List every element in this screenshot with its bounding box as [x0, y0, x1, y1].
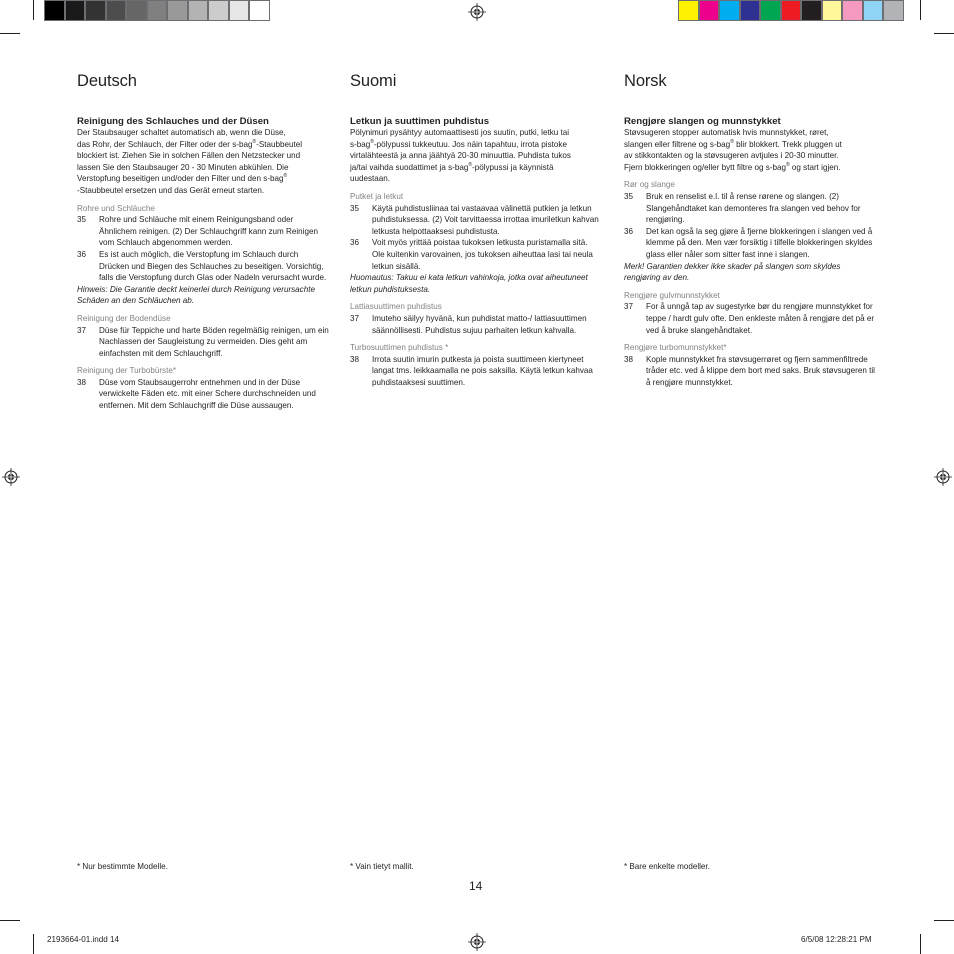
- numbered-step: [624, 191, 876, 226]
- intro-line: [350, 162, 602, 174]
- slug-file-name: 2193664-01.indd 14: [47, 935, 120, 944]
- cmyk-color-bar: [678, 0, 904, 21]
- subsection-heading: Putket ja letkut: [350, 191, 404, 201]
- step-text: Irrota suutin imurin putkesta ja poista suuttimeen kiertyneet langat tms. leikkaamalla ne pois saksilla. Käytä letkun kahvaa puhdistaaksesi suuttimen.: [372, 354, 593, 387]
- registered-mark: ®: [252, 138, 257, 145]
- registration-mark-bottom: [468, 933, 486, 951]
- numbered-step: [624, 226, 876, 261]
- step-text: Düse vom Staubsaugerrohr entnehmen und in der Düse verwickelte Fäden etc. mit einer Schere durchschneiden und entfernen. Mit dem Schlauchgriff die Düse aussaugen.: [99, 377, 316, 411]
- intro-text: -Staubbeutel ersetzen und das Gerät erneut starten.: [77, 185, 265, 195]
- warranty-note: Hinweis: Die Garantie deckt keinerlei durch Reinigung verursachte Schäden an den Schläuchen ab.: [77, 284, 315, 306]
- intro-line: [77, 173, 329, 185]
- intro-text: uudestaan.: [350, 174, 391, 184]
- color-swatch: [842, 0, 863, 21]
- gray-swatch: [167, 0, 188, 21]
- subsection-heading: Rohre und Schläuche: [77, 203, 155, 213]
- gray-swatch: [208, 0, 229, 21]
- step-number: 36: [350, 238, 360, 248]
- step-number: 37: [350, 313, 360, 323]
- footnote-suomi: * Vain tietyt mallit.: [350, 862, 414, 871]
- section-title: Letkun ja suuttimen puhdistus: [350, 116, 490, 127]
- intro-text: ja/tai vaihda suodattimet ja s-bag: [350, 162, 469, 172]
- language-heading: Suomi: [350, 72, 397, 90]
- color-swatch: [822, 0, 843, 21]
- color-swatch: [883, 0, 904, 21]
- numbered-step: [350, 237, 602, 272]
- intro-text-after: blir blokkert. Trekk pluggen ut: [733, 139, 842, 149]
- section-title: Rengjøre slangen og munnstykket: [624, 116, 781, 127]
- color-swatch: [678, 0, 699, 21]
- registered-mark: ®: [468, 161, 473, 168]
- color-swatch: [781, 0, 802, 21]
- intro-line: [624, 127, 876, 139]
- numbered-step: [350, 313, 602, 336]
- subsection-heading: Reinigung der Turbobürste*: [77, 366, 176, 376]
- slug-date: 6/5/08 12:28:21 PM: [801, 935, 872, 944]
- column-deutsch: [77, 72, 329, 412]
- step-text: Voit myös yrittää poistaa tukoksen letkusta puristamalla sitä. Ole kuitenkin varovainen, jos tukoksen aiheuttaa lasi tai neula letkun sisällä.: [372, 238, 593, 271]
- step-text: Rohre und Schläuche mit einem Reinigungsband oder Ähnlichem reinigen. (2) Der Schlauchgriff kann zum Reinigen vom Schlauch abgenommen werden.: [99, 215, 318, 248]
- intro-line: [350, 173, 602, 185]
- column-suomi: [350, 72, 602, 388]
- intro-text: av stikkontakten og la støvsugeren avtjules i 20-30 minutter.: [624, 151, 839, 161]
- step-number: 37: [77, 325, 87, 335]
- intro-line: [350, 127, 602, 139]
- intro-line: [77, 139, 329, 151]
- gray-swatch: [249, 0, 270, 21]
- gray-swatch: [44, 0, 65, 21]
- numbered-step: [624, 354, 876, 389]
- step-number: 37: [624, 302, 634, 312]
- step-number: 35: [350, 203, 360, 213]
- column-norsk: [624, 72, 876, 388]
- step-number: 35: [77, 215, 87, 225]
- registered-mark: ®: [283, 173, 288, 180]
- crop-mark-bottom-left-h: [0, 920, 20, 921]
- gray-swatch: [85, 0, 106, 21]
- color-swatch: [719, 0, 740, 21]
- intro-text: Pölynimuri pysähtyy automaattisesti jos suutin, putki, letku tai: [350, 128, 570, 137]
- crop-mark-bottom-right-h: [934, 920, 954, 921]
- numbered-step: [77, 377, 329, 412]
- language-heading: Norsk: [624, 72, 667, 90]
- subsection-heading: Lattiasuuttimen puhdistus: [350, 302, 442, 312]
- intro-line: [624, 150, 876, 162]
- step-text: Kople munnstykket fra støvsugerrøret og fjern sammenfiltrede tråder etc. ved å klippe dem bort med saks. Bruk støvsugeren til å rengjøre munnstykket.: [646, 354, 875, 387]
- registration-mark-right: [934, 468, 952, 486]
- color-swatch: [740, 0, 761, 21]
- intro-line: [77, 150, 329, 162]
- gray-swatch: [229, 0, 250, 21]
- gray-swatch: [65, 0, 86, 21]
- step-number: 38: [624, 354, 634, 364]
- page-number: 14: [469, 879, 483, 893]
- gray-swatch: [106, 0, 127, 21]
- step-text: For å unngå tap av sugestyrke bør du rengjøre munnstykket for teppe / hardt gulv ofte. Den enkleste måten å rengjøre det på er ved å bruke slangehåndtaket.: [646, 302, 875, 335]
- subsection-heading: Rengjøre turbomunnstykket*: [624, 343, 727, 353]
- subsection-heading: Reinigung der Bodendüse: [77, 313, 171, 323]
- section-title: Reinigung des Schlauches und der Düsen: [77, 116, 269, 127]
- gray-swatch: [188, 0, 209, 21]
- intro-text: virtalähteestä ja anna jäähtyä 20-30 minuuttia. Puhdista tukos: [350, 151, 571, 161]
- step-text: Es ist auch möglich, die Verstopfung im Schlauch durch Drücken und Biegen des Schlauches zu beseitigen. Vorsichtig, falls die Verstopfung durch Glas oder Nadeln verursacht wurde.: [99, 249, 327, 283]
- intro-text-after: og start igjen.: [789, 162, 841, 172]
- step-text: Bruk en renselist e.l. til å rense rørene og slangen. (2) Slangehåndtaket kan demonteres fra slangen ved behov for rengjøring.: [646, 191, 861, 225]
- intro-text: lassen Sie den Staubsauger 20 - 30 Minuten abkühlen. Die: [77, 162, 289, 172]
- intro-text: Støvsugeren stopper automatisk hvis munnstykket, røret,: [624, 128, 829, 137]
- intro-text-after: -pölypussi tukkeutuu. Jos näin tapahtuu, irrota pistoke: [373, 139, 567, 149]
- registration-mark-left: [2, 468, 20, 486]
- step-number: 35: [624, 191, 634, 201]
- step-text: Käytä puhdistusliinaa tai vastaavaa välinettä putkien ja letkun puhdistuksessa. (2) Voit tarvittaessa irrottaa imuriletkun kahvan letkusta helpottaaksesi puhdistusta.: [372, 203, 599, 236]
- color-swatch: [863, 0, 884, 21]
- intro-text: s-bag: [350, 139, 371, 149]
- step-number: 38: [350, 354, 360, 364]
- crop-mark-bottom-right-v: [920, 934, 921, 954]
- subsection-heading: Turbosuuttimen puhdistus *: [350, 343, 449, 353]
- color-swatch: [699, 0, 720, 21]
- step-number: 36: [624, 226, 634, 236]
- registered-mark: ®: [785, 161, 790, 168]
- crop-mark-top-right-h: [934, 33, 954, 34]
- numbered-step: [350, 354, 602, 389]
- language-heading: Deutsch: [77, 72, 137, 90]
- gray-swatch: [126, 0, 147, 21]
- intro-line: [350, 150, 602, 162]
- step-number: 38: [77, 377, 87, 387]
- intro-text: Der Staubsauger schaltet automatisch ab, wenn die Düse,: [77, 128, 286, 137]
- warranty-note: Merk! Garantien dekker ikke skader på slangen som skyldes rengjøring av den.: [624, 261, 841, 283]
- crop-mark-top-left-h: [0, 33, 20, 34]
- crop-mark-bottom-left-v: [33, 934, 34, 954]
- color-swatch: [801, 0, 822, 21]
- intro-line: [624, 162, 876, 174]
- footnote-deutsch: * Nur bestimmte Modelle.: [77, 862, 168, 871]
- registration-mark-top: [468, 3, 486, 21]
- intro-text: Fjern blokkeringen og/eller bytt filtre og s-bag: [624, 162, 786, 172]
- subsection-heading: Rør og slange: [624, 180, 675, 190]
- numbered-step: [350, 203, 602, 238]
- intro-line: [77, 162, 329, 174]
- intro-text: das Rohr, der Schlauch, der Filter oder der s-bag: [77, 139, 253, 149]
- intro-text-after: -pölypussi ja käynnistä: [472, 162, 554, 172]
- numbered-step: [624, 301, 876, 336]
- subsection-heading: Rengjøre gulvmunnstykket: [624, 290, 720, 300]
- registered-mark: ®: [730, 138, 734, 145]
- step-number: 36: [77, 249, 87, 259]
- intro-line: [350, 139, 602, 151]
- registered-mark: ®: [370, 138, 374, 145]
- intro-text: slangen eller filtrene og s-bag: [624, 139, 731, 149]
- step-text: Det kan også la seg gjøre å fjerne blokkeringen i slangen ved å klemme på den. Men vær forsiktig i tilfelle blokkeringen skyldes glass eller nåler som sitter fast inne i slangen.: [646, 226, 873, 259]
- numbered-step: [77, 325, 329, 360]
- step-text: Imuteho säilyy hyvänä, kun puhdistat matto-/ lattiasuuttimen säännöllisesti. Puhdistus sujuu parhaiten letkun kahvalla.: [372, 313, 587, 335]
- numbered-step: [77, 249, 329, 284]
- footnote-norsk: * Bare enkelte modeller.: [624, 862, 710, 871]
- intro-text: Verstopfung beseitigen und/oder den Filter und den s-bag: [77, 174, 284, 184]
- gray-swatch: [147, 0, 168, 21]
- numbered-step: [77, 214, 329, 249]
- intro-line: [77, 185, 329, 197]
- warranty-note: Huomautus: Takuu ei kata letkun vahinkoja, jotka ovat aiheutuneet letkun puhdistuksesta.: [350, 273, 588, 294]
- intro-text-after: -Staubbeutel: [256, 139, 303, 149]
- crop-mark-top-left-v: [33, 0, 34, 20]
- crop-mark-top-right-v: [920, 0, 921, 20]
- intro-line: [624, 139, 876, 151]
- color-swatch: [760, 0, 781, 21]
- grayscale-color-bar: [44, 0, 270, 21]
- intro-text: blockiert ist. Ziehen Sie in solchen Fällen den Netzstecker und: [77, 151, 301, 161]
- intro-line: [77, 127, 329, 139]
- step-text: Düse für Teppiche und harte Böden regelmäßig reinigen, um ein Nachlassen der Saugleistung zu vermeiden. Dies geht am einfachsten mit dem Schlauchgriff.: [99, 325, 329, 358]
